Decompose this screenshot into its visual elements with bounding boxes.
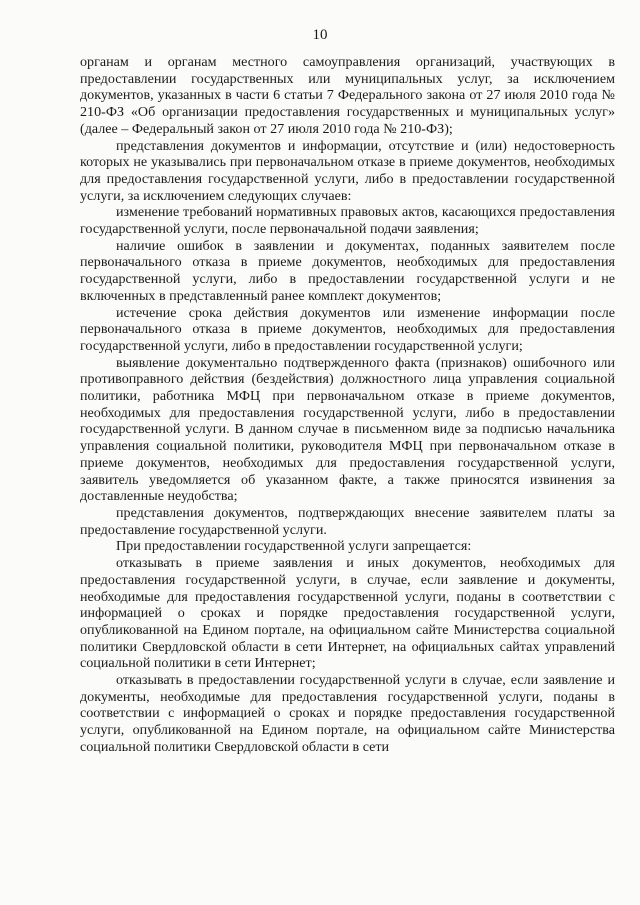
paragraph: отказывать в предоставлении государственной услуги в случае, если заявление и документы, необходимые для предоставления государственной услуги, поданы в соответствии с информацией о сроках и порядке предоставления государственной услуги, опубликованной на Едином портале, на официальном сайте Министерства социальной политики Свердловской области в сети	[80, 672, 615, 755]
page-number: 10	[312, 27, 328, 43]
paragraph: наличие ошибок в заявлении и документах, поданных заявителем после первоначального отказа в приеме документов, необходимых для предоставления государственной услуги, либо в предоставлении государственной услуги и не включенных в представленный ранее комплект документов;	[80, 237, 615, 304]
paragraph: выявление документально подтвержденного факта (признаков) ошибочного или противоправного действия (бездействия) должностного лица управления социальной политики, работника МФЦ при первоначальном отказе в приеме документов, необходимых для предоставления государственной услуги, либо в предоставлении государственной услуги. В данном случае в письменном виде за подписью начальника управления социальной политики, руководителя МФЦ при первоначальном отказе в приеме документов, необходимых для предоставления государственной услуги, заявитель уведомляется об указанном факте, а также приносятся извинения за доставленные неудобства;	[80, 354, 615, 505]
document-body	[80, 54, 615, 756]
paragraph: представления документов и информации, отсутствие и (или) недостоверность которых не указывались при первоначальном отказе в приеме документов, необходимых для предоставления государственной услуги, либо в предоставлении государственной услуги, за исключением следующих случаев:	[80, 137, 615, 204]
paragraph: изменение требований нормативных правовых актов, касающихся предоставления государственной услуги, после первоначальной подачи заявления;	[80, 204, 615, 238]
paragraph: При предоставлении государственной услуги запрещается:	[116, 538, 472, 555]
paragraph: представления документов, подтверждающих внесение заявителем платы за предоставление государственной услуги.	[80, 504, 615, 538]
paragraph: истечение срока действия документов или изменение информации после первоначального отказа в приеме документов, необходимых для предоставления государственной услуги, либо в предоставлении государственной услуги;	[80, 304, 615, 354]
paragraph: отказывать в приеме заявления и иных документов, необходимых для предоставления государственной услуги, в случае, если заявление и документы, необходимые для предоставления государственной услуги, поданы в соответствии с информацией о сроках и порядке предоставления государственной услуги, опубликованной на Едином портале, на официальном сайте Министерства социальной политики Свердловской области в сети Интернет, на официальных сайтах управлений социальной политики в сети Интернет;	[80, 555, 615, 672]
paragraph: органам и органам местного самоуправления организаций, участвующих в предоставлении государственных или муниципальных услуг, за исключением документов, указанных в части 6 статьи 7 Федерального закона от 27 июля 2010 года № 210-ФЗ «Об организации предоставления государственных и муниципальных услуг» (далее – Федеральный закон от 27 июля 2010 года № 210-ФЗ);	[80, 54, 615, 137]
